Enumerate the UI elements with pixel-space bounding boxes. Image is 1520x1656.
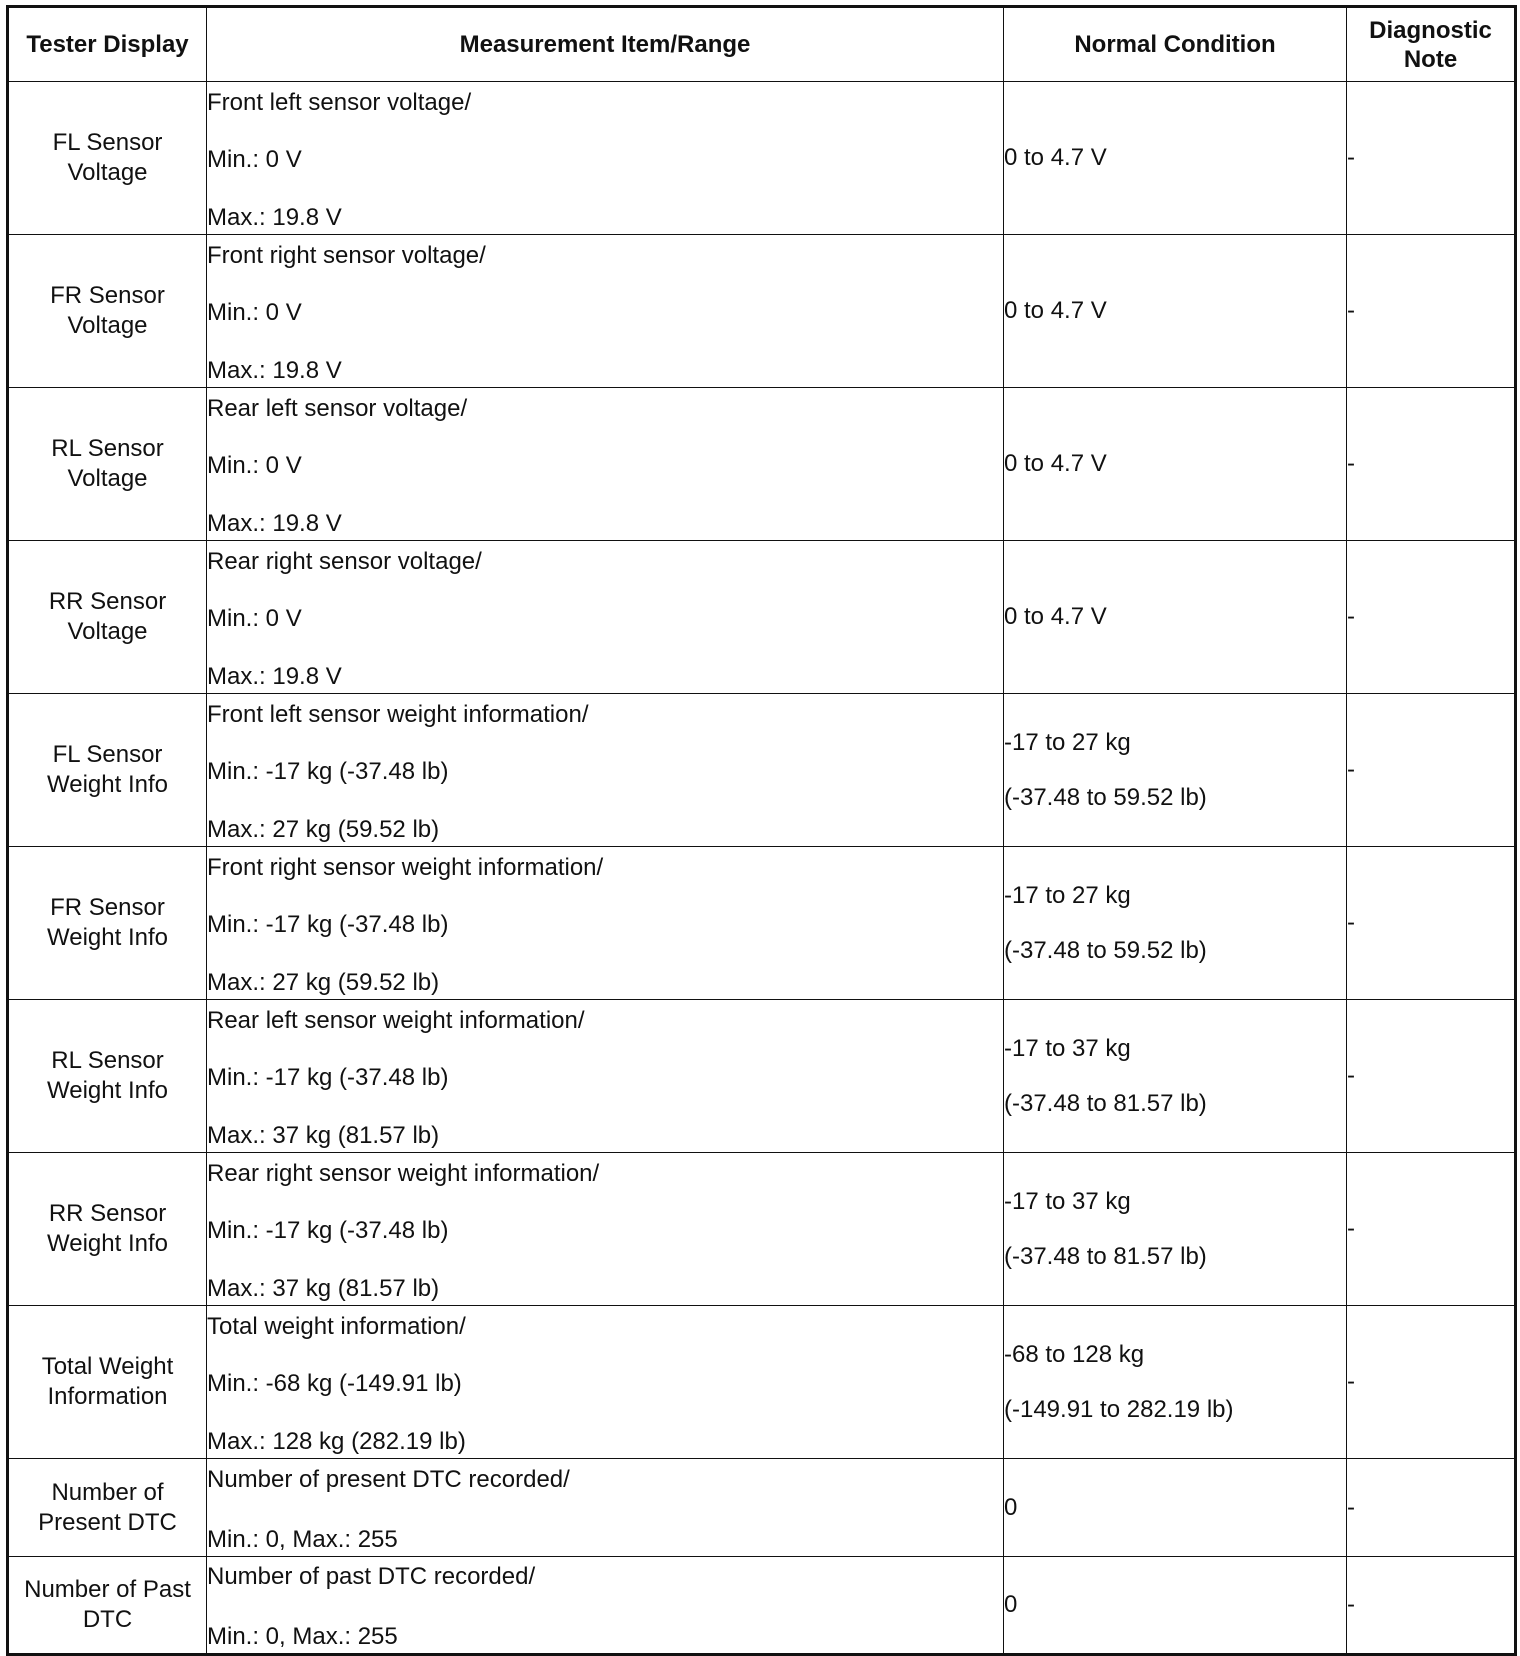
measurement-line: Min.: -17 kg (-37.48 lb) [207,911,449,938]
tester-display-line: Voltage [67,159,148,186]
measurement-line: Min.: 0 V [207,299,302,326]
measurement-cell [207,1557,1004,1655]
tester-display-line: Total Weight [41,1353,174,1380]
normal-condition-line: 0 [1004,1493,1018,1521]
measurement-line: Min.: 0 V [207,146,302,173]
diagnostic-note-cell: - [1347,82,1516,235]
diagnostic-note-cell: - [1347,694,1516,847]
normal-condition-line: 0 to 4.7 V [1004,603,1107,630]
measurement-cell [207,694,1004,847]
tester-display-line: RL Sensor [51,1047,164,1074]
diagnostic-note-cell: - [1347,388,1516,541]
tester-display-cell [8,82,207,235]
measurement-line: Max.: 19.8 V [207,662,342,690]
normal-condition-cell [1004,1153,1347,1306]
table-row [8,388,1516,541]
tester-display-line: Weight Info [47,1230,168,1257]
normal-condition-cell [1004,694,1347,847]
measurement-line: Max.: 27 kg (59.52 lb) [207,968,440,996]
table-row [8,1459,1516,1557]
normal-condition-line: -68 to 128 kg [1004,1340,1145,1368]
tester-display-line: FL Sensor [52,129,163,156]
measurement-cell [207,1459,1004,1557]
normal-condition-cell [1004,1557,1347,1655]
normal-condition-cell [1004,388,1347,541]
header-normal-condition: Normal Condition [1004,7,1347,82]
header-diagnostic-note-line1: Diagnostic [1369,16,1492,44]
tester-display-line: Voltage [67,618,148,645]
measurement-cell [207,1153,1004,1306]
normal-condition-line: (-37.48 to 59.52 lb) [1004,936,1207,964]
tester-display-cell [8,541,207,694]
normal-condition-line: 0 to 4.7 V [1004,144,1107,171]
table-header-row [8,7,1516,82]
measurement-line: Number of past DTC recorded/ [207,1563,536,1590]
table-row [8,1557,1516,1655]
normal-condition-cell [1004,847,1347,1000]
tester-display-line: FR Sensor [50,282,165,309]
measurement-line: Max.: 37 kg (81.57 lb) [207,1121,440,1149]
measurement-line: Min.: -17 kg (-37.48 lb) [207,1064,449,1091]
tester-display-line: Weight Info [47,924,168,951]
header-measurement-item: Measurement Item/Range [207,7,1004,82]
measurement-cell [207,541,1004,694]
tester-display-cell [8,1459,207,1557]
normal-condition-line: (-37.48 to 59.52 lb) [1004,783,1207,811]
normal-condition-line: -17 to 27 kg [1004,728,1131,756]
measurement-line: Max.: 37 kg (81.57 lb) [207,1274,440,1302]
normal-condition-line: -17 to 37 kg [1004,1034,1131,1062]
measurement-cell [207,235,1004,388]
table-row [8,1306,1516,1459]
diagnostic-note-cell: - [1347,1459,1516,1557]
tester-display-cell [8,847,207,1000]
measurement-line: Min.: 0 V [207,605,302,632]
normal-condition-line: -17 to 37 kg [1004,1187,1131,1215]
normal-condition-line: (-37.48 to 81.57 lb) [1004,1089,1207,1117]
table-row [8,541,1516,694]
measurement-line: Front left sensor voltage/ [207,88,472,116]
tester-display-line: RR Sensor [48,1200,167,1227]
normal-condition-line: 0 to 4.7 V [1004,450,1107,477]
normal-condition-line: 0 [1004,1591,1018,1618]
measurement-line: Rear left sensor voltage/ [207,394,468,422]
table-row [8,235,1516,388]
tester-display-line: RL Sensor [51,435,164,462]
tester-display-line: Voltage [67,312,148,339]
normal-condition-line: (-149.91 to 282.19 lb) [1004,1395,1234,1423]
table-row [8,847,1516,1000]
tester-display-line: Voltage [67,465,148,492]
table-row [8,694,1516,847]
diagnostic-note-cell: - [1347,1306,1516,1459]
measurement-cell [207,1000,1004,1153]
measurement-line: Min.: 0 V [207,452,302,479]
measurement-line: Min.: -17 kg (-37.48 lb) [207,1217,449,1244]
tester-display-line: Number of Past [24,1576,191,1603]
diagnostic-note-cell: - [1347,1000,1516,1153]
table-row [8,82,1516,235]
measurement-cell [207,82,1004,235]
measurement-line: Min.: 0, Max.: 255 [207,1525,398,1553]
diagnostic-note-cell: - [1347,847,1516,1000]
tester-display-line: Weight Info [47,771,168,798]
table-row [8,1153,1516,1306]
measurement-line: Max.: 19.8 V [207,203,342,231]
measurement-line: Min.: -68 kg (-149.91 lb) [207,1370,462,1397]
measurement-line: Front right sensor voltage/ [207,241,486,269]
measurement-cell [207,388,1004,541]
normal-condition-cell [1004,1000,1347,1153]
diagnostic-note-cell: - [1347,1153,1516,1306]
measurement-line: Max.: 27 kg (59.52 lb) [207,815,440,843]
measurement-line: Total weight information/ [207,1312,466,1340]
normal-condition-cell [1004,541,1347,694]
measurement-line: Rear right sensor voltage/ [207,547,482,575]
tester-display-line: Number of [51,1478,164,1506]
diagnostic-note-cell: - [1347,1557,1516,1655]
measurement-line: Max.: 19.8 V [207,509,342,537]
header-diagnostic-note [1347,7,1516,82]
normal-condition-cell [1004,82,1347,235]
tester-display-cell [8,1153,207,1306]
measurement-line: Number of present DTC recorded/ [207,1465,570,1493]
normal-condition-line: (-37.48 to 81.57 lb) [1004,1242,1207,1270]
measurement-line: Front right sensor weight information/ [207,853,604,881]
diagnostic-note-cell: - [1347,541,1516,694]
tester-display-cell [8,1000,207,1153]
measurement-line: Rear right sensor weight information/ [207,1159,600,1187]
normal-condition-line: 0 to 4.7 V [1004,297,1107,324]
tester-display-cell [8,235,207,388]
tester-display-cell [8,1557,207,1655]
tester-display-line: FR Sensor [50,894,165,921]
measurement-line: Min.: 0, Max.: 255 [207,1623,398,1650]
measurement-line: Front left sensor weight information/ [207,700,589,728]
measurement-line: Max.: 128 kg (282.19 lb) [207,1427,466,1455]
measurement-cell [207,1306,1004,1459]
tester-display-line: DTC [82,1606,133,1633]
tester-display-line: RR Sensor [48,588,167,615]
tester-display-cell [8,694,207,847]
measurement-cell [207,847,1004,1000]
tester-display-cell [8,1306,207,1459]
tester-display-line: Present DTC [38,1508,177,1536]
normal-condition-cell [1004,1306,1347,1459]
tester-display-line: Information [47,1383,168,1410]
diagnostic-note-cell: - [1347,235,1516,388]
data-list-table [6,5,1517,1656]
table-row [8,1000,1516,1153]
normal-condition-line: -17 to 27 kg [1004,881,1131,909]
measurement-line: Min.: -17 kg (-37.48 lb) [207,758,449,785]
normal-condition-cell [1004,1459,1347,1557]
tester-display-line: FL Sensor [52,741,163,768]
normal-condition-cell [1004,235,1347,388]
header-diagnostic-note-line2: Note [1403,45,1458,73]
measurement-line: Rear left sensor weight information/ [207,1006,585,1034]
tester-display-line: Weight Info [47,1077,168,1104]
header-tester-display: Tester Display [8,7,207,82]
measurement-line: Max.: 19.8 V [207,356,342,384]
tester-display-cell [8,388,207,541]
